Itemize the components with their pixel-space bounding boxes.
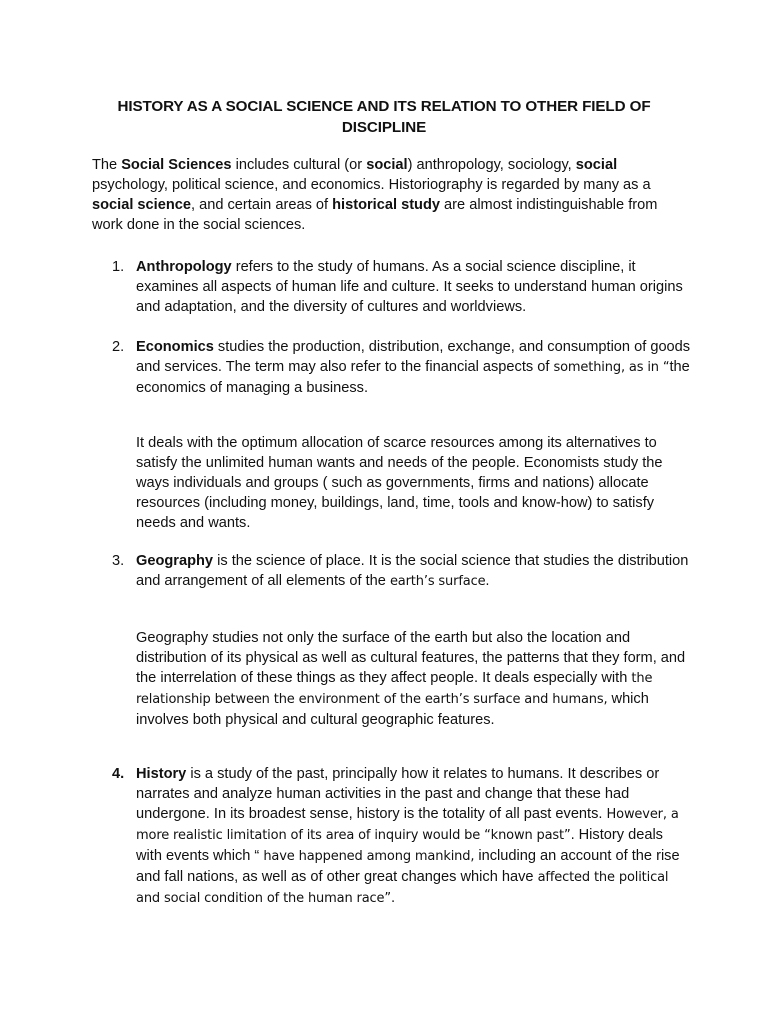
document-title: HISTORY AS A SOCIAL SCIENCE AND ITS RELATION TO OTHER FIELD OF DISCIPLINE [117, 98, 651, 136]
list-item-term: History [136, 766, 187, 782]
intro-text: psychology, political science, and economics. Historiography is regarded by many as a [92, 177, 651, 193]
list-item-description: is a study of the past, principally how it relates to humans. It describes or narrates and analyze human activities in the past and change that these had undergone. In its broadest sense, history is the totality of all past events. [136, 766, 660, 822]
list-item-description-mid: History deals with events which “ [136, 827, 663, 864]
list-item-description: refers to the study of humans. As a social science discipline, it examines all aspects of human life and culture. It seeks to understand human origins and adaptation, and the diversity of cultures and worldviews. [136, 259, 683, 315]
intro-term-social: social [575, 157, 618, 173]
economics-detail-paragraph: It deals with the optimum allocation of scarce resources among its alternatives to satisfy the unlimited human wants and needs of the people. Economists study the ways individuals and groups ( such as governments, firms and nations) allocate resources (including money, buildings, land, time, tools and know-how) to satisfy needs and wants. [136, 435, 663, 531]
intro-text: are almost indistinguishable from work done in the social sciences. [92, 197, 658, 233]
geography-detail-alt: the relationship between the environment of the earth’s surface and humans, [136, 671, 653, 707]
list-item-term: Anthropology [136, 259, 232, 275]
list-item-number: 3. [112, 553, 125, 569]
geography-detail-end: which involves both physical and cultural geographic features. [136, 691, 649, 728]
list-item-number: 1. [112, 259, 125, 275]
list-item-description-alt: have happened among mankind, [263, 849, 475, 864]
list-item-number: 2. [112, 339, 125, 355]
list-item-text [136, 257, 692, 317]
intro-text: , and certain areas of [190, 197, 333, 213]
list-item-text [136, 764, 692, 909]
list-item-description-alt: something, as in “ [553, 360, 670, 375]
intro-text: includes cultural (or [231, 157, 367, 173]
list-item-description-end: the economics of managing a business. [136, 359, 690, 396]
intro-term-social-sciences: Social Sciences [121, 157, 232, 173]
list-item-term: Geography [136, 553, 214, 569]
list-item-text [136, 337, 692, 398]
intro-term-historical-study: historical study [332, 197, 440, 213]
list-item-number: 4. [112, 766, 125, 782]
intro-text: ) anthropology, sociology, [407, 157, 576, 173]
list-item-description-alt: earth’s surface. [389, 574, 490, 589]
list-item-description-alt: affected the political and social condition of the human race”. [136, 870, 669, 906]
geography-detail-paragraph [136, 628, 688, 730]
intro-text: The [92, 157, 122, 173]
list-item-description-mid: including an account of the rise and fall nations, as well as of other great changes which have [136, 848, 680, 885]
list-item-description-alt: However, a more realistic limitation of its area of inquiry would be “known past”. [136, 807, 679, 843]
list-item-text [136, 551, 692, 592]
list-item-term: Economics [136, 339, 214, 355]
intro-term-social-science: social science [92, 197, 191, 213]
list-item-description: studies the production, distribution, exchange, and consumption of goods and services. The term may also refer to the financial aspects of [136, 339, 691, 375]
list-item-description: is the science of place. It is the social science that studies the distribution and arrangement of all elements of the [136, 553, 689, 589]
intro-term-social: social [366, 157, 408, 173]
geography-detail-text: Geography studies not only the surface of the earth but also the location and distribution of its physical as well as cultural features, the patterns that they form, and the interrelation of these things as they affect people. It deals especially with [136, 630, 686, 686]
intro-paragraph [92, 155, 692, 235]
